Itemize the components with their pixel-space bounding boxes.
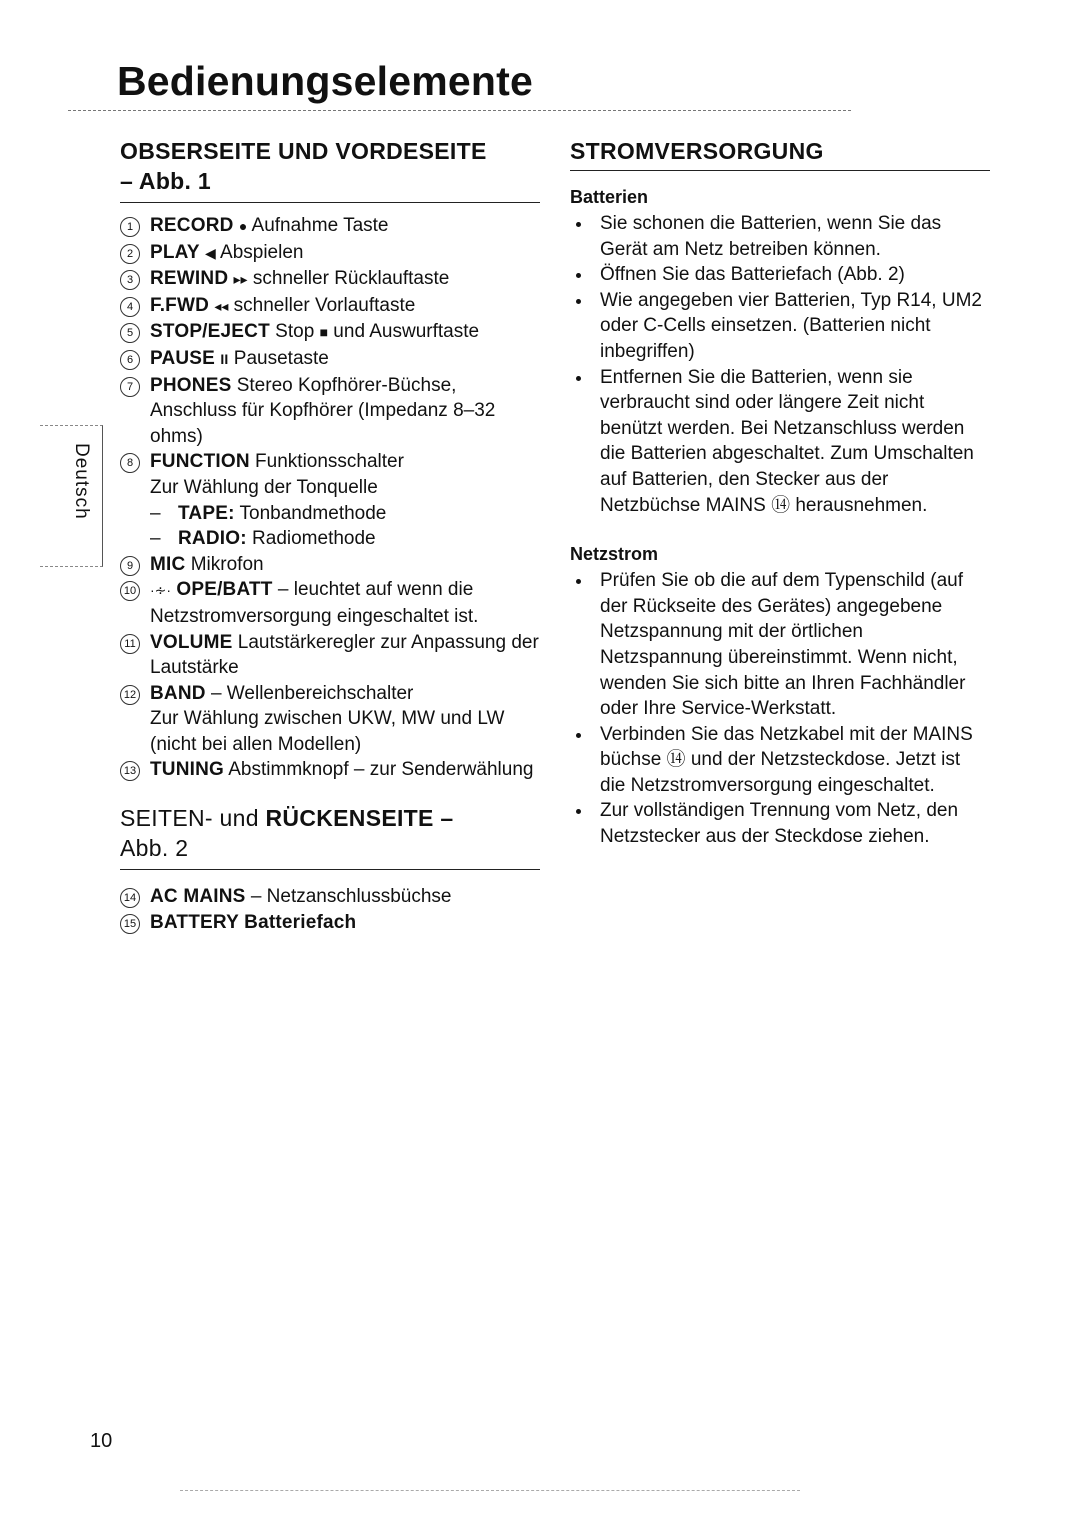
item-number: 1	[120, 217, 140, 237]
front-controls-list	[120, 213, 540, 783]
section-heading-side	[120, 803, 540, 870]
item-number: 7	[120, 377, 140, 397]
item-number: 11	[120, 634, 140, 654]
section-heading-front	[120, 136, 540, 203]
page-title: Bedienungselemente	[117, 58, 533, 104]
control-name: VOLUME	[150, 631, 233, 653]
batteries-list	[570, 211, 990, 518]
subheading-batteries: Batterien	[570, 187, 649, 207]
bullet-text: Öffnen Sie das Batteriefach (Abb. 2)	[600, 264, 905, 286]
control-name: PHONES	[150, 374, 232, 396]
control-desc: schneller Vorlauftaste	[228, 294, 416, 316]
bullet-text: Verbinden Sie das Netzkabel mit der MAINS büchse ⑭ und der Netzsteckdose. Jetzt ist die Netzstromversorgung eingeschaltet.	[600, 723, 973, 796]
bullet-text: Entfernen Sie die Batterien, wenn sie verbraucht sind oder längere Zeit nicht benützt werden. Bei Netzanschluss werden die Batterien abgeschaltet. Zum Umschalten auf Batterien, den Stecker aus der Netzbüchse MAINS ⑭ herausnehmen.	[600, 366, 974, 516]
control-desc: Abspielen	[215, 241, 304, 263]
bullet-text: Zur vollständigen Trennung vom Netz, den Netzstecker aus der Steckdose ziehen.	[600, 800, 959, 848]
control-desc: Aufnahme Taste	[247, 215, 389, 236]
option-name: RADIO:	[178, 528, 247, 550]
control-subtext: Zur Wählung der Tonquelle	[150, 476, 378, 498]
list-item	[570, 798, 990, 849]
control-name: REWIND	[150, 268, 229, 290]
bullet-text: Wie angegeben vier Batterien, Typ R14, UM2 oder C-Cells einsetzen. (Batterien nicht inbegriffen)	[600, 289, 982, 362]
left-column	[120, 136, 540, 935]
option-tape: – TAPE: Tonbandmethode	[150, 502, 387, 524]
option-desc: Tonbandmethode	[234, 502, 387, 524]
list-item	[120, 449, 540, 551]
bullet-icon	[576, 809, 581, 814]
control-name: MIC	[150, 553, 186, 575]
section-heading-power: STROMVERSORGUNG	[570, 136, 990, 171]
list-item	[120, 266, 540, 293]
bullet-icon	[576, 733, 581, 738]
control-name: FUNCTION	[150, 451, 250, 473]
control-name: OPE/BATT	[176, 579, 273, 601]
item-number: 10	[120, 581, 140, 601]
list-item	[120, 293, 540, 320]
bullet-icon	[576, 273, 581, 278]
section-heading-side-part1: SEITEN- und	[120, 805, 266, 832]
list-item	[120, 319, 540, 346]
bullet-icon	[576, 222, 581, 227]
fast-forward-icon: ◂◂	[214, 297, 229, 314]
control-name: BATTERY	[150, 911, 239, 933]
list-item	[120, 552, 540, 578]
control-desc: Mikrofon	[185, 553, 264, 575]
list-item	[120, 346, 540, 373]
control-name: F.FWD	[150, 294, 210, 316]
side-controls-list	[120, 884, 540, 935]
side-tab-label: Deutsch	[71, 443, 92, 520]
bullet-text: Sie schonen die Batterien, wenn Sie das Gerät am Netz betreiben können.	[600, 213, 942, 260]
scan-artifact-line	[180, 1490, 800, 1491]
pause-icon: II	[220, 350, 229, 367]
indicator-light-icon: ·∻·	[150, 582, 172, 599]
list-item	[120, 884, 540, 910]
item-number: 12	[120, 685, 140, 705]
section-heading-front-line1: OBSERSEITE UND VORDESEITE	[120, 138, 487, 164]
control-name: BAND	[150, 682, 206, 704]
control-desc: – Wellenbereichschalter	[205, 682, 414, 704]
item-number: 9	[120, 556, 140, 576]
option-desc: Radiomethode	[246, 528, 376, 550]
item-number: 14	[120, 888, 140, 908]
bullet-icon	[576, 299, 581, 304]
control-name: RECORD	[150, 215, 234, 236]
list-item	[570, 211, 990, 262]
control-desc: Pausetaste	[228, 347, 329, 369]
mains-list	[570, 568, 990, 850]
control-desc: und Auswurftaste	[328, 321, 480, 343]
control-name: PAUSE	[150, 347, 216, 369]
item-number: 2	[120, 244, 140, 264]
item-number: 15	[120, 914, 140, 934]
rewind-icon: ▸▸	[233, 271, 248, 288]
item-number: 8	[120, 453, 140, 473]
list-item	[120, 373, 540, 450]
item-number: 4	[120, 297, 140, 317]
bullet-icon	[576, 579, 581, 584]
title-rule	[68, 110, 851, 111]
list-item	[570, 288, 990, 365]
control-desc: – leuchtet auf wenn die Netzstromversorgung eingeschaltet ist.	[150, 579, 479, 627]
item-number: 13	[120, 761, 140, 781]
control-name: AC MAINS	[150, 886, 246, 908]
control-desc: Batteriefach	[238, 911, 357, 933]
item-number: 5	[120, 323, 140, 343]
control-desc: Stereo Kopfhörer-Büchse, Anschluss für Kopfhörer (Impedanz 8–32 ohms)	[150, 374, 496, 447]
control-desc: Abstimmknopf – zur Senderwählung	[224, 759, 534, 781]
control-name: STOP/EJECT	[150, 321, 270, 343]
list-item	[120, 240, 540, 267]
list-item	[120, 910, 540, 936]
list-item	[120, 681, 540, 758]
control-name: PLAY	[150, 241, 200, 263]
option-name: TAPE:	[178, 502, 235, 524]
list-item	[120, 213, 540, 240]
page-number: 10	[90, 1430, 113, 1452]
control-subtext: Zur Wählung zwischen UKW, MW und LW (nicht bei allen Modellen)	[150, 708, 505, 755]
section-heading-front-line2: – Abb. 1	[120, 168, 212, 194]
list-item	[570, 365, 990, 519]
item-number: 3	[120, 270, 140, 290]
subheading-mains-power: Netzstrom	[570, 544, 659, 565]
list-item	[570, 722, 990, 799]
control-desc: Funktionsschalter	[249, 451, 404, 473]
control-desc-pre: Stop	[269, 321, 315, 343]
section-heading-side-part2: RÜCKENSEITE –	[265, 805, 454, 832]
control-desc: – Netzanschlussbüchse	[245, 886, 452, 908]
stop-icon: ■	[319, 324, 329, 341]
control-desc: schneller Rücklauftaste	[247, 268, 450, 290]
control-name: TUNING	[150, 759, 225, 781]
play-icon: ◀	[205, 244, 216, 261]
right-column	[570, 136, 990, 850]
list-item	[570, 568, 990, 722]
list-item	[570, 262, 990, 288]
option-radio: – RADIO: Radiomethode	[150, 528, 376, 550]
record-icon: ●	[238, 218, 248, 234]
list-item	[120, 577, 540, 629]
list-item	[120, 630, 540, 681]
section-heading-side-line2: Abb. 2	[120, 835, 189, 862]
item-number: 6	[120, 350, 140, 370]
bullet-text: Prüfen Sie ob die auf dem Typenschild (auf der Rückseite des Gerätes) angegebene Netzspannung mit der örtlichen Netzspannung übereinstimmt. Wenn nicht, wenden Sie sich bitte an Ihren Fachhändler oder Ihre Service-Werkstatt.	[600, 570, 966, 720]
list-item	[120, 757, 540, 783]
control-desc: Lautstärkeregler zur Anpassung der Lautstärke	[150, 631, 539, 679]
bullet-icon	[576, 376, 581, 381]
